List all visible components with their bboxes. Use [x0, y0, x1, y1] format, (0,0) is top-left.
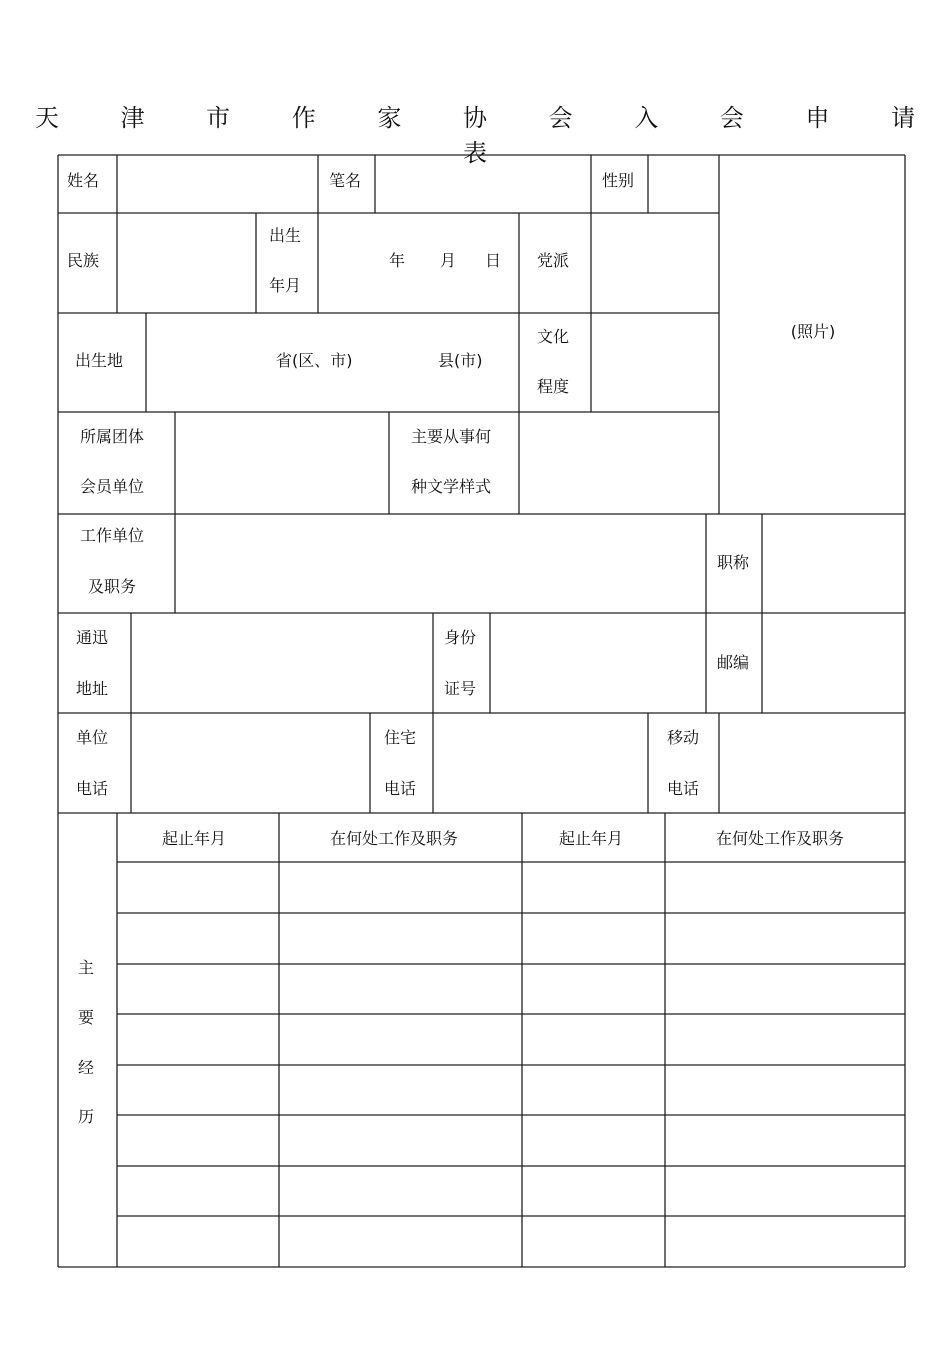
org-label-line1: 所属团体 — [79, 427, 145, 446]
history-period-cell[interactable] — [523, 863, 664, 912]
county-unit: 县(市) — [438, 351, 483, 370]
history-label-char-4: 历 — [77, 1107, 95, 1126]
history-workplace-cell[interactable] — [280, 1167, 521, 1215]
gender-label: 性别 — [602, 171, 635, 190]
history-workplace-cell[interactable] — [666, 1167, 904, 1215]
genre-label-line2: 种文学样式 — [410, 477, 492, 496]
history-workplace-cell[interactable] — [666, 1015, 904, 1064]
history-workplace-cell[interactable] — [280, 914, 521, 963]
address-field[interactable] — [132, 614, 432, 712]
history-period-cell[interactable] — [118, 863, 278, 912]
id-label-line2: 证号 — [443, 679, 477, 698]
gender-field[interactable] — [649, 156, 718, 212]
postcode-label: 邮编 — [716, 653, 750, 672]
job-title-label: 职称 — [716, 553, 750, 572]
history-workplace-cell[interactable] — [666, 965, 904, 1013]
home-phone-label-line1: 住宅 — [383, 728, 417, 747]
birth-date-label-line1: 出生 — [268, 226, 302, 245]
education-label-line2: 程度 — [536, 377, 570, 396]
history-period-cell[interactable] — [118, 1217, 278, 1266]
history-workplace-cell[interactable] — [666, 1116, 904, 1165]
history-period-cell[interactable] — [118, 1015, 278, 1064]
work-label-line1: 工作单位 — [79, 526, 145, 545]
history-period-cell[interactable] — [118, 965, 278, 1013]
history-header-workplace-1: 在何处工作及职务 — [329, 829, 459, 848]
history-period-cell[interactable] — [523, 965, 664, 1013]
mobile-label-line2: 电话 — [666, 779, 700, 798]
history-period-cell[interactable] — [523, 1116, 664, 1165]
genre-label-line1: 主要从事何 — [410, 427, 492, 446]
home-phone-label-line2: 电话 — [383, 779, 417, 798]
ethnicity-label: 民族 — [67, 251, 100, 270]
org-field[interactable] — [176, 413, 388, 513]
history-period-cell[interactable] — [118, 914, 278, 963]
history-workplace-cell[interactable] — [666, 914, 904, 963]
history-period-cell[interactable] — [118, 1066, 278, 1114]
history-workplace-cell[interactable] — [280, 863, 521, 912]
history-header-period-1: 起止年月 — [161, 829, 227, 848]
job-title-field[interactable] — [763, 515, 904, 612]
party-field[interactable] — [592, 214, 718, 312]
history-period-cell[interactable] — [118, 1116, 278, 1165]
history-header-period-2: 起止年月 — [558, 829, 624, 848]
history-workplace-cell[interactable] — [280, 1217, 521, 1266]
address-label-line2: 地址 — [75, 679, 109, 698]
mobile-label-line1: 移动 — [666, 728, 700, 747]
form-title: 天 津 市 作 家 协 会 入 会 申 请 表 — [34, 104, 943, 167]
education-field[interactable] — [592, 314, 718, 411]
work-phone-label-line1: 单位 — [75, 728, 109, 747]
history-workplace-cell[interactable] — [666, 1066, 904, 1114]
photo-label: (照片) — [790, 322, 836, 341]
work-phone-field[interactable] — [132, 714, 369, 812]
province-unit: 省(区、市) — [276, 351, 353, 370]
work-field[interactable] — [176, 515, 705, 612]
id-label-line1: 身份 — [443, 628, 477, 647]
birth-date-label-line2: 年月 — [268, 276, 302, 295]
party-label: 党派 — [537, 251, 570, 270]
history-label-char-1: 主 — [77, 958, 95, 977]
ethnicity-field[interactable] — [118, 214, 255, 312]
history-workplace-cell[interactable] — [666, 1217, 904, 1266]
history-period-cell[interactable] — [523, 914, 664, 963]
address-label-line1: 通迅 — [75, 628, 109, 647]
day-unit: 日 — [485, 251, 502, 270]
name-field[interactable] — [118, 156, 317, 212]
work-phone-label-line2: 电话 — [75, 779, 109, 798]
history-period-cell[interactable] — [118, 1167, 278, 1215]
month-unit: 月 — [440, 251, 457, 270]
id-field[interactable] — [491, 614, 705, 712]
org-label-line2: 会员单位 — [79, 477, 145, 496]
year-unit: 年 — [389, 251, 406, 270]
history-header-workplace-2: 在何处工作及职务 — [715, 829, 845, 848]
pen-name-label: 笔名 — [329, 171, 362, 190]
home-phone-field[interactable] — [434, 714, 647, 812]
history-period-cell[interactable] — [523, 1167, 664, 1215]
birthplace-label: 出生地 — [75, 351, 124, 370]
history-workplace-cell[interactable] — [280, 1066, 521, 1114]
mobile-field[interactable] — [720, 714, 904, 812]
name-label: 姓名 — [67, 171, 100, 190]
postcode-field[interactable] — [763, 614, 904, 712]
history-workplace-cell[interactable] — [280, 1116, 521, 1165]
history-workplace-cell[interactable] — [280, 965, 521, 1013]
education-label-line1: 文化 — [536, 327, 570, 346]
history-period-cell[interactable] — [523, 1217, 664, 1266]
history-workplace-cell[interactable] — [666, 863, 904, 912]
pen-name-field[interactable] — [376, 156, 590, 212]
history-period-cell[interactable] — [523, 1066, 664, 1114]
work-label-line2: 及职务 — [87, 577, 137, 596]
history-period-cell[interactable] — [523, 1015, 664, 1064]
history-workplace-cell[interactable] — [280, 1015, 521, 1064]
genre-field[interactable] — [520, 413, 718, 513]
history-label-char-3: 经 — [77, 1058, 95, 1077]
history-label-char-2: 要 — [77, 1008, 95, 1027]
